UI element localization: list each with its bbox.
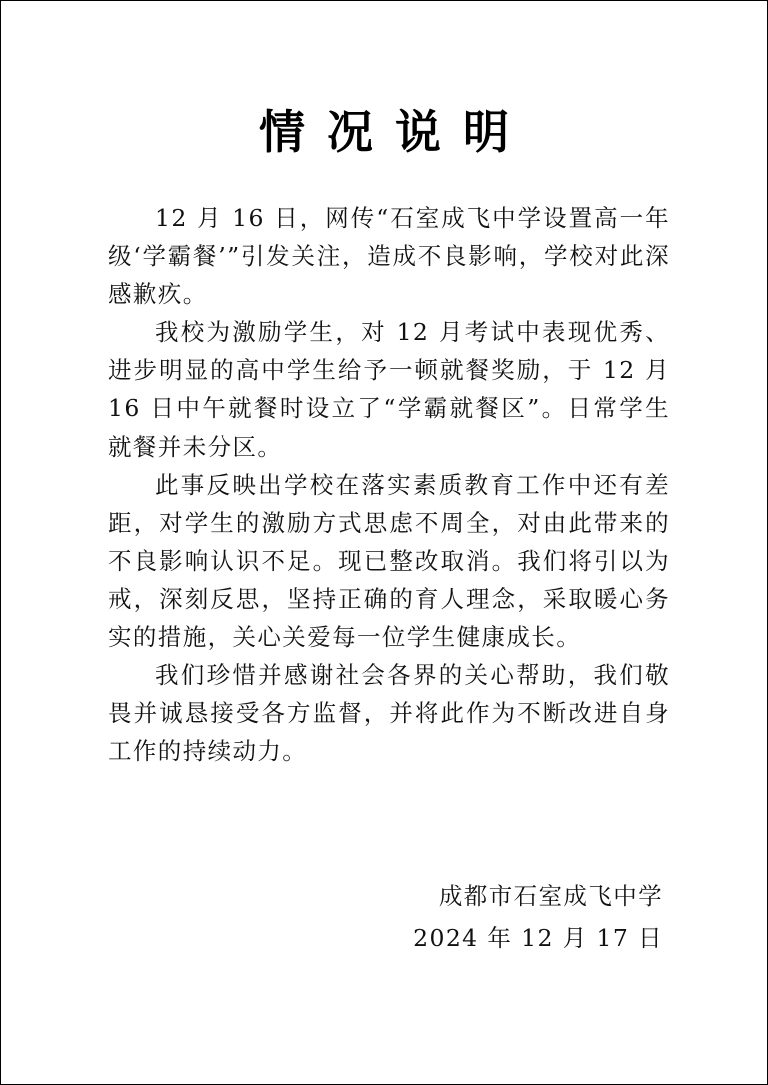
document-title: 情况说明 — [259, 105, 531, 159]
signature-organization: 成都市石室成飞中学 — [438, 882, 663, 910]
paragraph-2: 我校为激励学生，对 12 月考试中表现优秀、进步明显的高中学生给予一顿就餐奖励，于 12 月 16 日中午就餐时设立了“学霸就餐区”。日常学生就餐并未分区。 — [108, 318, 670, 461]
paragraph-3: 此事反映出学校在落实素质教育工作中还有差距，对学生的激励方式思虑不周全，对由此带来的不良影响认识不足。现已整改取消。我们将引以为戒，深刻反思，坚持正确的育人理念，采取暖心务实的措施，关心关爱每一位学生健康成长。 — [108, 470, 670, 652]
document-body — [108, 199, 670, 770]
paragraph-1: 12 月 16 日，网传“石室成飞中学设置高一年级‘学霸餐’”引发关注，造成不良影响，学校对此深感歉疚。 — [108, 204, 670, 309]
signature-date: 2024 年 12 月 17 日 — [413, 924, 663, 952]
paragraph-4: 我们珍惜并感谢社会各界的关心帮助，我们敬畏并诚恳接受各方监督，并将此作为不断改进自身工作的持续动力。 — [108, 661, 670, 766]
